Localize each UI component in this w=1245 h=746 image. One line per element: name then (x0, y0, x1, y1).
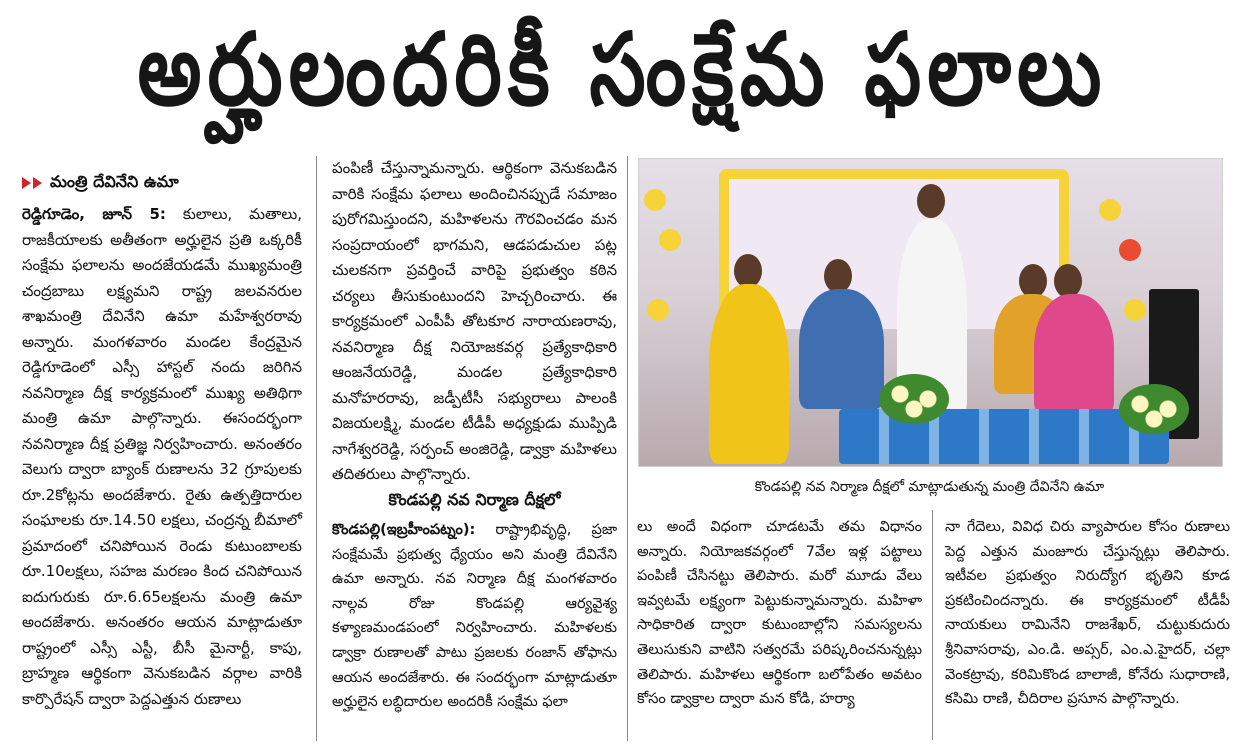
story2-subhead: కొండపల్లి నవ నిర్మాణ దీక్షలో (388, 490, 561, 509)
column-divider (627, 156, 628, 741)
balloon (644, 189, 666, 211)
photo-caption: కొండపల్లి నవ నిర్మాణ దీక్షలో మాట్లాడుతున్న మంత్రి దేవినేని ఉమా (754, 479, 1105, 495)
story1-body: కులాలు, మతాలు, రాజకీయాలకు అతీతంగా అర్హులైన ప్రతి ఒక్కరికీ సంక్షేమ ఫలాలను అందజేయడమే ముఖ్యమంత్రి చంద్రబాబు లక్ష్యమని రాష్ట్ర జలవనరుల శాఖమంత్రి దేవినేని ఉమా మహేశ్వరరావు అన్నారు. మంగళవారం మండల కేంద్రమైన రెడ్డిగూడెంలో ఎస్సీ హాస్టల్ నందు జరిగిన నవనిర్మాణ దీక్ష కార్యక్రమంలో ముఖ్య అతిథిగా మంత్రి ఉమా పాల్గొన్నారు. ఈసందర్భంగా నవనిర్మాణ దీక్ష ప్రతిజ్ఞ నిర్వహించారు. అనంతరం వెలుగు ద్వారా బ్యాంక్ రుణాలను 32 గ్రూపులకు రూ.2కోట్లను అందజేశారు. రైతు ఉత్పత్తిదారుల సంఘాలకు రూ.14.50 లక్షలు, చంద్రన్న బీమాలో ప్రమాదంలో చనిపోయిన రెండు కుటుంబాలకు రూ.10లక్షలు, సహజ మరణం కింద చనిపోయిన ఐదుగురుకు రూ.6.65లక్షలను మంత్రి ఉమా అందజేశారు. అనంతరం ఆయన మాట్లాడుతూ రాష్ట్రంలో ఎస్సీ ఎస్టీ, బీసీ మైనార్టీ, కాపు, బ్రాహ్మణ ఆర్థికంగా వెనుకబడిన వర్గాల వారికి కార్పొరేషన్ ద్వారా పెద్దఎత్తున రుణాలు (22, 205, 302, 708)
story2-column-3 (945, 515, 1230, 712)
story2-column-1 (332, 518, 617, 715)
headline: అర్హులందరికీ సంక్షేమ ఫలాలు (137, 11, 1108, 128)
story1-column-2 (332, 156, 617, 488)
story2-body-end: నా గేదెలు, వివిధ చిరు వ్యాపారుల కోసం రుణాలు పెద్ద ఎత్తున మంజూరు చేస్తున్నట్లు తెలిపారు. ఇటీవల ప్రభుత్వం నిరుద్యోగ భృతిని కూడ ప్రకటించిందన్నారు. ఈ కార్యక్రమంలో టీడీపీ నాయకులు రామినేని రాజశేఖర్, చుట్టుకుదురు శ్రీనివాసరావు, ఎం.డి. అప్సర్, ఎం.ఎ.హైదర్, చల్లా వెంకట్రావు, కరిమికొండ బాలాజీ, కోనేరు సుధారాణి, కసిమి రాణి, చీదిరాల ప్రసూన పాల్గొన్నారు. (945, 519, 1230, 708)
story2-body-continued: లు అందే విధంగా చూడటమే తమ విధానం అన్నారు. నియోజకవర్గంలో 7వేల ఇళ్ల పట్టాలు పంపిణీ చేసినట్టు తెలిపారు. మరో మూడు వేలు ఇవ్వటమే లక్ష్యంగా పెట్టుకున్నామన్నారు. మహిళా సాధికారిత ద్వారా కుటుంబాల్లోని సమస్యలను తెలుసుకుని వాటిని సత్వరమే పరిష్కరించనున్నట్లు తెలిపారు. మహిళలు ఆర్థికంగా బలోపేతం అవటం కోసం డ్వాక్రాల ద్వారా మన కోడి, హర్యా (637, 519, 922, 708)
balloon (1119, 239, 1141, 261)
person-seated-pink (1034, 294, 1114, 414)
story2-column-2 (637, 515, 922, 712)
story1-column-1 (22, 202, 302, 712)
gift-bags (839, 409, 1169, 464)
bullet-arrow-icon (33, 177, 42, 189)
bullet-arrow-icon (22, 177, 31, 189)
person-head (1019, 264, 1047, 298)
balloon (1124, 299, 1146, 321)
balloon (647, 299, 669, 321)
balloon (659, 229, 681, 251)
flower-bouquet (1119, 384, 1189, 434)
person-head (824, 259, 852, 293)
byline-text: మంత్రి దేవినేని ఉమా (50, 171, 179, 191)
person-seated-blue (799, 289, 884, 409)
event-photo (638, 158, 1223, 467)
story2-body: రాష్ట్రాభివృద్ధి, ప్రజా సంక్షేమమే ప్రభుత్వ ధ్యేయం అని మంత్రి దేవినేని ఉమా అన్నారు. నవ నిర్మాణ దీక్ష మంగళవారం నాల్గవ రోజు కొండపల్లి ఆర్యవైశ్య కళ్యాణమండపంలో నిర్వహించారు. మహిళలకు డ్వాక్రా రుణాలతో పాటు ప్రజలకు రంజాన్ తోఫాను ఆయన అందజేశారు. ఈ సందర్భంగా మాట్లాడుతూ అర్హులైన లబ్ధిదారుల అందరికీ సంక్షేమ ఫలా (332, 522, 617, 711)
story2-dateline: కొండపల్లి(ఇబ్రహీంపట్నం): (332, 522, 476, 538)
balloon (1099, 199, 1121, 221)
column-divider (316, 156, 317, 741)
person-head (1054, 264, 1082, 298)
person-seated-yellow (709, 284, 789, 464)
flower-bouquet (879, 374, 949, 424)
person-head (734, 254, 762, 288)
story1-dateline: రెడ్డిగూడెం, జూన్ 5: (22, 205, 166, 223)
story1-body-continued: పంపిణీ చేస్తున్నామన్నారు. ఆర్థికంగా వెనుకబడిన వారికి సంక్షేమ ఫలాలు అందించినప్పుడే సమాజం పురోగమిస్తుందని, మహిళలను గౌరవించడం మన సంప్రదాయంలో భాగమని, ఆడపడుచుల పట్ల చులకనగా ప్రవర్తించే వారిపై ప్రభుత్వం కఠిన చర్యలు తీసుకుంటుందని హెచ్చరించారు. ఈ కార్యక్రమంలో ఎంపీపీ తోటకూర నారాయణరావు, నవనిర్మాణ దీక్ష నియోజకవర్గ ప్రత్యేకాధికారి ఆంజనేయరెడ్డి, మండల ప్రత్యేకాధికారి మనోహరరావు, జడ్పీటీసీ సభ్యురాలు పాలంకి విజయలక్ష్మి, మండల టీడీపీ అధ్యక్షుడు ముప్పిడి నాగేశ్వరరెడ్డి, సర్పంచ్ అంజిరెడ్డి, డ్వాక్రా మహిళలు తదితరులు పాల్గొన్నారు. (332, 159, 617, 483)
person-head (917, 184, 945, 218)
headline-block (0, 0, 1245, 140)
byline (22, 170, 292, 196)
column-divider (932, 510, 933, 740)
